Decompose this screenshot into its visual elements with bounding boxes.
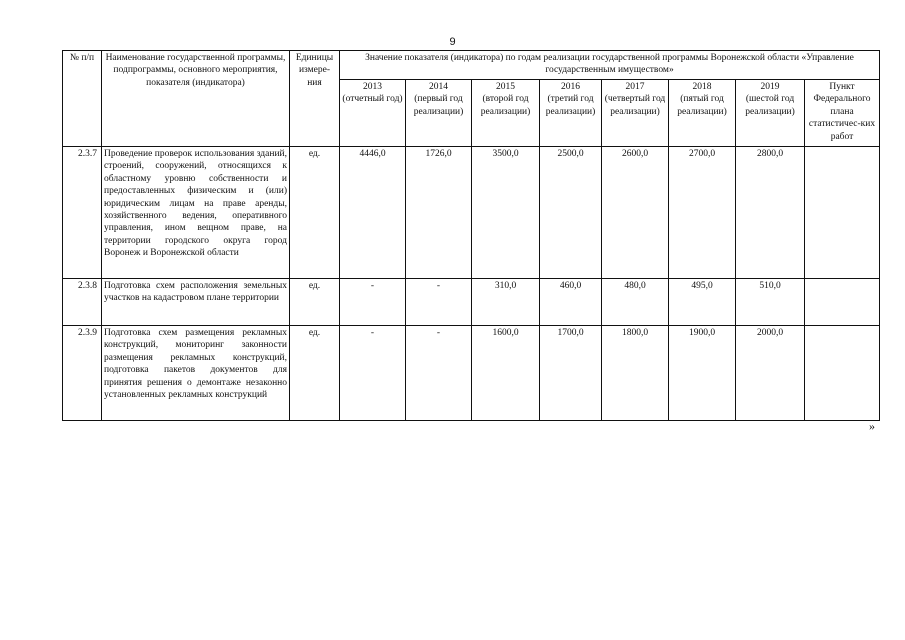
row-number: 2.3.7 <box>63 147 102 279</box>
header-year-2017: 2017 (четвертый год реализации) <box>602 80 669 147</box>
value-2015: 3500,0 <box>472 147 540 279</box>
value-2014: 1726,0 <box>406 147 472 279</box>
row-name: Подготовка схем расположения земельных участков на кадастровом плане территории <box>102 279 290 326</box>
value-2015: 1600,0 <box>472 326 540 421</box>
value-2018: 1900,0 <box>669 326 736 421</box>
value-2016: 460,0 <box>540 279 602 326</box>
header-year-2014: 2014 (первый год реализации) <box>406 80 472 147</box>
value-2019: 2000,0 <box>736 326 805 421</box>
value-2017: 1800,0 <box>602 326 669 421</box>
table-row <box>63 147 880 279</box>
value-2016: 1700,0 <box>540 326 602 421</box>
value-2016: 2500,0 <box>540 147 602 279</box>
row-number: 2.3.8 <box>63 279 102 326</box>
value-2013: - <box>340 326 406 421</box>
header-year-2018: 2018 (пятый год реализации) <box>669 80 736 147</box>
row-unit: ед. <box>290 326 340 421</box>
value-2017: 480,0 <box>602 279 669 326</box>
value-2013: 4446,0 <box>340 147 406 279</box>
value-2019: 2800,0 <box>736 147 805 279</box>
value-plan <box>805 147 880 279</box>
header-year-2013: 2013 (отчетный год) <box>340 80 406 147</box>
header-year-2015: 2015 (второй год реализации) <box>472 80 540 147</box>
table-row <box>63 279 880 326</box>
header-plan: Пункт Федерального плана статистичес-ких работ <box>805 80 880 147</box>
header-year-2016: 2016 (третий год реализации) <box>540 80 602 147</box>
value-plan <box>805 326 880 421</box>
header-values: Значение показателя (индикатора) по годам реализации государственной программы Воронежской области «Управление государственным имуществом» <box>340 51 880 80</box>
table-row <box>63 326 880 421</box>
value-2013: - <box>340 279 406 326</box>
value-2015: 310,0 <box>472 279 540 326</box>
value-plan <box>805 279 880 326</box>
value-2019: 510,0 <box>736 279 805 326</box>
value-2017: 2600,0 <box>602 147 669 279</box>
indicator-table <box>62 50 880 421</box>
value-2014: - <box>406 326 472 421</box>
header-unit: Единицы измере-ния <box>290 51 340 147</box>
page-number: 9 <box>449 36 456 48</box>
header-num: № п/п <box>63 51 102 147</box>
closing-quote: » <box>869 419 875 433</box>
row-name: Подготовка схем размещения рекламных конструкций, мониторинг законности размещения рекламных конструкций, подготовка пакетов документов для принятия решения о демонтаже незаконно установленных рекламных конструкций <box>102 326 290 421</box>
row-name: Проведение проверок использования зданий, строений, сооружений, относящихся к областному уровню собственности и предоставленных физическим и (или) юридическим лицам на праве аренды, хозяйственного ведения, оперативного управления, ином вещном праве, на территории городского округа город Воронеж и Воронежской области <box>102 147 290 279</box>
row-unit: ед. <box>290 147 340 279</box>
header-year-2019: 2019 (шестой год реализации) <box>736 80 805 147</box>
header-name: Наименование государственной программы, подпрограммы, основного мероприятия, показателя (индикатора) <box>102 51 290 147</box>
value-2018: 2700,0 <box>669 147 736 279</box>
value-2018: 495,0 <box>669 279 736 326</box>
value-2014: - <box>406 279 472 326</box>
row-unit: ед. <box>290 279 340 326</box>
row-number: 2.3.9 <box>63 326 102 421</box>
